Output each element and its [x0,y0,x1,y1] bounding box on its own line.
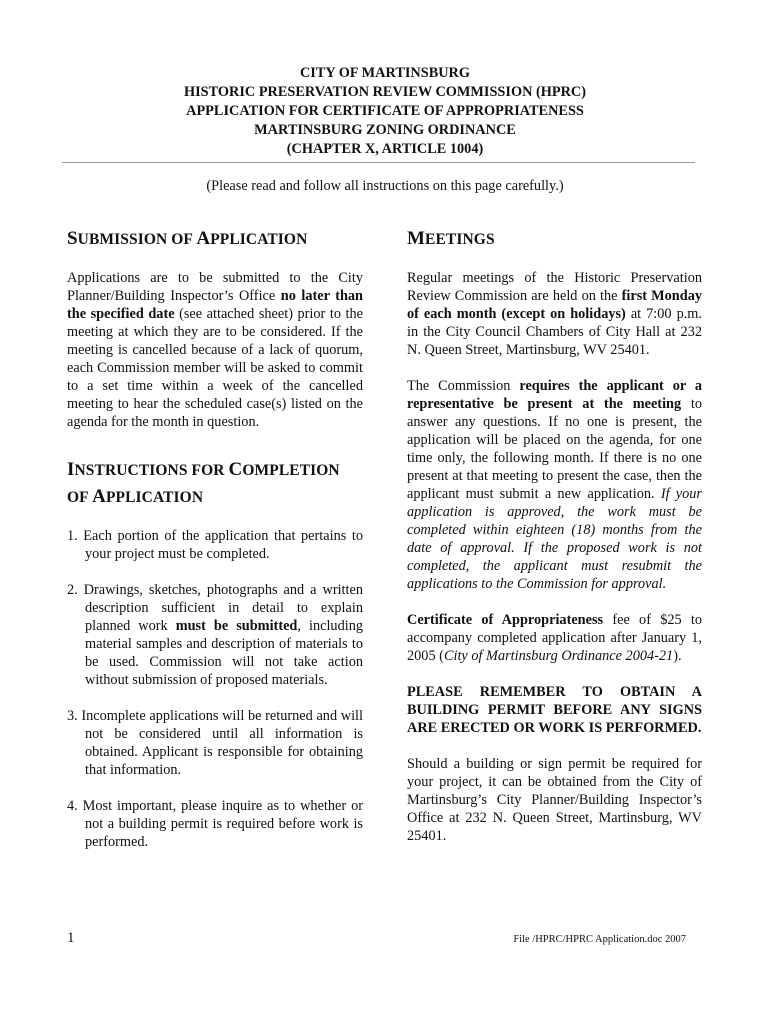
list-item: 1. Each portion of the application that pertains to your project must be completed. [67,528,363,562]
header-chapter: (CHAPTER X, ARTICLE 1004) [286,141,484,157]
instructions-note: (Please read and follow all instructions on this page carefully.) [206,178,564,194]
right-column [407,226,702,863]
meetings-heading: MEETINGS [407,228,495,249]
instructions-list [67,527,363,851]
list-item: 3. Incomplete applications will be returned and will not be considered until all information is obtained. Applicant is responsible for obtaining that information. [67,708,363,778]
header-divider [62,162,695,163]
instructions-heading: INSTRUCTIONS FOR COMPLETION OF APPLICATION [67,459,340,507]
file-reference: File /HPRC/HPRC Application.doc 2007 [513,934,686,945]
fee-paragraph: Certificate of Appropriateness fee of $25 to accompany completed application after January 1, 2005 (City of Martinsburg Ordinance 2004-21). [407,612,703,664]
submission-heading: SUBMISSION OF APPLICATION [67,228,308,249]
header-commission: HISTORIC PRESERVATION REVIEW COMMISSION (HPRC) [184,84,586,100]
header-city: CITY OF MARTINSBURG [299,65,470,81]
header-ordinance: MARTINSBURG ZONING ORDINANCE [254,122,516,138]
list-item: 2. Drawings, sketches, photographs and a written description sufficient in detail to explain planned work must be submitted, including material samples and description of materials to be used. Commission will not take action without submission of proposed materials. [67,582,363,688]
document-header [0,64,770,159]
page-number: 1 [67,930,75,946]
attendance-paragraph: The Commission requires the applicant or a representative be present at the meeting to answer any questions. If no one is present, the application will be placed on the agenda, for one time only, the following month. If there is no one present at that meeting to present the case, then the applicant must submit a new application. If your application is approved, the work must be completed within eighteen (18) months from the date of approval. If the proposed work is not completed, the applicant must resubmit the applications to the Commission for approval. [407,378,703,592]
meetings-schedule-paragraph: Regular meetings of the Historic Preservation Review Commission are held on the first Monday of each month (except on holidays) at 7:00 p.m. in the City Council Chambers of City Hall at 232 N. Queen Street, Martinsburg, WV 25401. [407,270,702,358]
left-column [67,226,363,869]
header-application-title: APPLICATION FOR CERTIFICATE OF APPROPRIATENESS [186,103,584,119]
list-item: 4. Most important, please inquire as to whether or not a building permit is required before work is performed. [67,798,363,850]
permit-info-paragraph: Should a building or sign permit be required for your project, it can be obtained from the City of Martinsburg’s City Planner/Building Inspector’s Office at 232 N. Queen Street, Martinsburg, WV 25401. [407,756,702,844]
permit-reminder: PLEASE REMEMBER TO OBTAIN A BUILDING PERMIT BEFORE ANY SIGNS ARE ERECTED OR WORK IS PERFORMED. [407,684,702,736]
submission-paragraph: Applications are to be submitted to the City Planner/Building Inspector’s Office no later than the specified date (see attached sheet) prior to the meeting at which they are to be considered. If the meeting is cancelled because of a lack of quorum, each Commission member will be asked to commit to a set time within a week of the cancelled meeting to hear the scheduled case(s) listed on the agenda for the month in question. [67,270,363,430]
